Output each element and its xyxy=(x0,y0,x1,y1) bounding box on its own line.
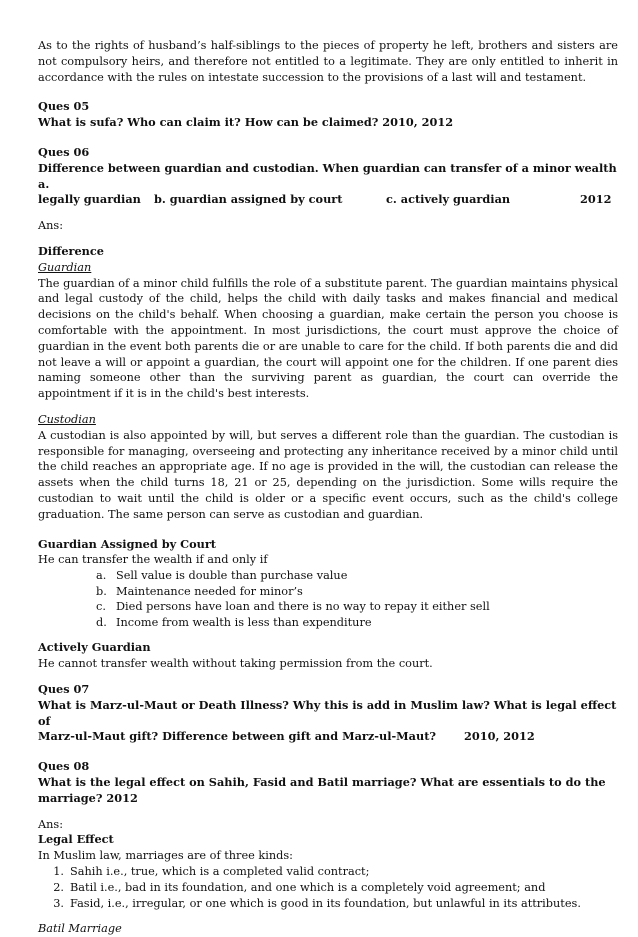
question-07-line2: Marz-ul-Maut gift? Difference between gift and Marz-ul-Maut? 2010, 2012 xyxy=(38,729,535,744)
question-07-line1: What is Marz-ul-Maut or Death Illness? Why this is add in Muslim law? What is legal effect of xyxy=(38,697,617,728)
intro-paragraph: As to the rights of husband’s half-siblings to the pieces of property he left, brothers and sisters are not compulsory heirs, and therefore not entitled to a legitimate. They are only entitled to inherit in accordance with the rules on intestate succession to the provisions of a last will and testament. xyxy=(38,39,618,84)
question-06-options xyxy=(38,192,618,208)
list-item: c. Died persons have loan and there is no way to repay it either sell xyxy=(96,600,490,614)
option-b: b. guardian assigned by court xyxy=(154,192,343,207)
answer-label: Ans: xyxy=(38,817,64,831)
guardian-paragraph: The guardian of a minor child fulfills the role of a substitute parent. The guardian maintains physical and legal custody of the child, helps the child with daily tasks and makes financial and medical decisions on the child's behalf. When choosing a guardian, make certain the person you choose is comfortable with the appointment. In most jurisdictions, the court must approve the choice of guardian in the event both parents die or are unable to care for the child. If both parents die and did not leave a will or appoint a guardian, the court will appoint one for the children. If one parent dies naming someone other than the surviving parent as guardian, the court can override the appointment if it is in the child's best interests. xyxy=(38,276,618,401)
custodian-heading: Custodian xyxy=(38,412,96,426)
guardian-heading: Guardian xyxy=(38,260,92,274)
question-05-label: Ques 05 xyxy=(38,99,90,114)
marriage-kinds-intro: In Muslim law, marriages are of three kinds: xyxy=(38,849,293,863)
legal-effect-heading: Legal Effect xyxy=(38,832,114,847)
option-a: legally guardian xyxy=(38,192,141,207)
question-08-text: What is the legal effect on Sahih, Fasid and Batil marriage? What are essentials to do the marriage? 2012 xyxy=(38,775,606,805)
court-conditions-list xyxy=(38,568,618,630)
question-06-years: 2012 xyxy=(580,192,612,207)
question-07-label: Ques 07 xyxy=(38,682,90,697)
list-item: 3. Fasid, i.e., irregular, or one which is good in its foundation, but unlawful in its attributes. xyxy=(53,896,581,910)
question-08-label: Ques 08 xyxy=(38,759,90,774)
list-item: a. Sell value is double than purchase value xyxy=(96,569,348,583)
list-item: 1. Sahih i.e., true, which is a completed valid contract; xyxy=(53,865,370,879)
actively-guardian-text: He cannot transfer wealth without taking permission from the court. xyxy=(38,657,433,671)
court-guardian-heading: Guardian Assigned by Court xyxy=(38,536,217,551)
difference-heading: Difference xyxy=(38,243,104,258)
list-item: d. Income from wealth is less than expenditure xyxy=(96,615,372,629)
custodian-paragraph: A custodian is also appointed by will, but serves a different role than the guardian. The custodian is responsible for managing, overseeing and protecting any inheritance received by a minor child until the child reaches an appropriate age. If no age is provided in the will, the custodian can release the assets when the child turns 18, 21 or 25, depending on the jurisdiction. Some wills require the custodian to wait until the child is older or a specific event occurs, such as the child's college graduation. The same person can serve as custodian and guardian. xyxy=(38,428,618,521)
list-item: b. Maintenance needed for minor’s xyxy=(96,584,303,598)
marriage-kinds-list xyxy=(38,864,618,911)
question-06-label: Ques 06 xyxy=(38,144,90,159)
actively-guardian-heading: Actively Guardian xyxy=(38,640,151,655)
document-page xyxy=(38,38,618,937)
court-guardian-text: He can transfer the wealth if and only if xyxy=(38,553,268,567)
question-07-years: 2010, 2012 xyxy=(464,729,535,744)
question-06-text: Difference between guardian and custodian. When guardian can transfer of a minor wealth a. xyxy=(38,160,617,191)
question-05-text: What is sufa? Who can claim it? How can be claimed? 2010, 2012 xyxy=(38,115,454,130)
answer-label: Ans: xyxy=(38,219,64,233)
option-c: c. actively guardian xyxy=(386,192,511,207)
batil-marriage-heading: Batil Marriage xyxy=(38,922,122,936)
list-item: 2. Batil i.e., bad in its foundation, and one which is a completely void agreement; and xyxy=(53,880,546,894)
